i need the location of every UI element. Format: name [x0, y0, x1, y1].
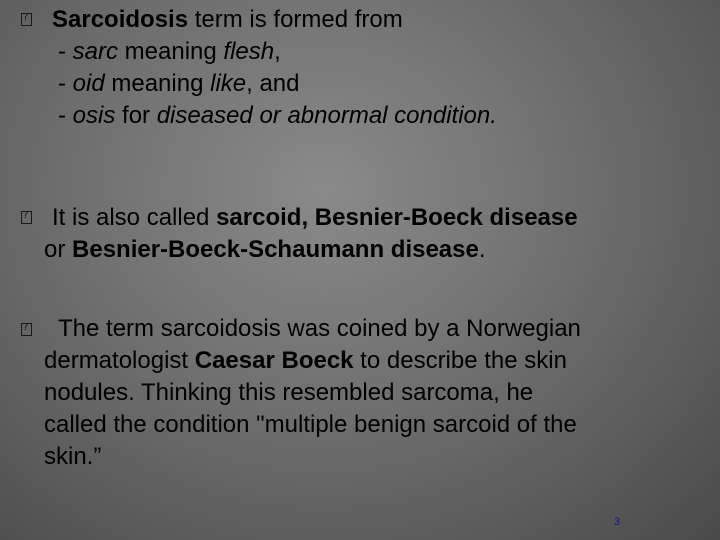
paragraph-line — [44, 100, 497, 132]
text-run: diseased or abnormal condition. — [156, 102, 497, 129]
bullet-icon — [21, 13, 32, 26]
paragraph-line — [44, 4, 497, 36]
paragraph-line — [44, 202, 578, 234]
text-run: flesh — [223, 38, 275, 65]
text-run: The term sarcoidosis was coined by a Norwegian — [58, 315, 581, 342]
text-run: - — [58, 38, 73, 65]
paragraph-line — [44, 68, 497, 100]
text-run: for — [115, 102, 157, 129]
text-run: meaning — [104, 70, 211, 97]
paragraph-line — [44, 234, 578, 266]
text-run: Sarcoidosis — [52, 6, 189, 33]
bullet-paragraph-1 — [44, 4, 497, 132]
page-number: 3 — [614, 516, 621, 528]
text-run: nodules. Thinking this resembled sarcoma, he — [44, 379, 534, 406]
bullet-paragraph-3 — [44, 313, 581, 473]
paragraph-line — [44, 441, 581, 473]
paragraph-line — [44, 313, 581, 345]
bullet-icon — [21, 211, 32, 224]
text-run: to describe the skin — [353, 347, 567, 374]
paragraph-line — [44, 36, 497, 68]
text-run: skin.” — [44, 443, 102, 470]
text-run: osis — [72, 102, 116, 129]
text-run: sarc — [72, 38, 119, 65]
text-run: , — [274, 38, 281, 65]
text-run: like — [210, 70, 247, 97]
bullet-paragraph-2 — [44, 202, 578, 266]
text-run: called the condition "multiple benign sarcoid of the — [44, 411, 577, 438]
text-run: term is formed from — [188, 6, 403, 33]
text-run: - — [58, 70, 73, 97]
text-run: , and — [246, 70, 300, 97]
bullet-icon — [21, 323, 32, 336]
text-run: - — [58, 102, 73, 129]
text-run: dermatologist — [44, 347, 195, 374]
text-run: sarcoid, Besnier-Boeck disease — [216, 204, 578, 231]
text-run: meaning — [118, 38, 224, 65]
text-run: or — [44, 236, 73, 263]
text-run: . — [478, 236, 486, 263]
paragraph-line — [44, 345, 581, 377]
text-run: Besnier-Boeck-Schaumann disease — [72, 236, 479, 263]
paragraph-line — [44, 409, 581, 441]
text-run: It is also called — [52, 204, 217, 231]
text-run: oid — [72, 70, 105, 97]
text-run: Caesar Boeck — [194, 347, 354, 374]
paragraph-line — [44, 377, 581, 409]
